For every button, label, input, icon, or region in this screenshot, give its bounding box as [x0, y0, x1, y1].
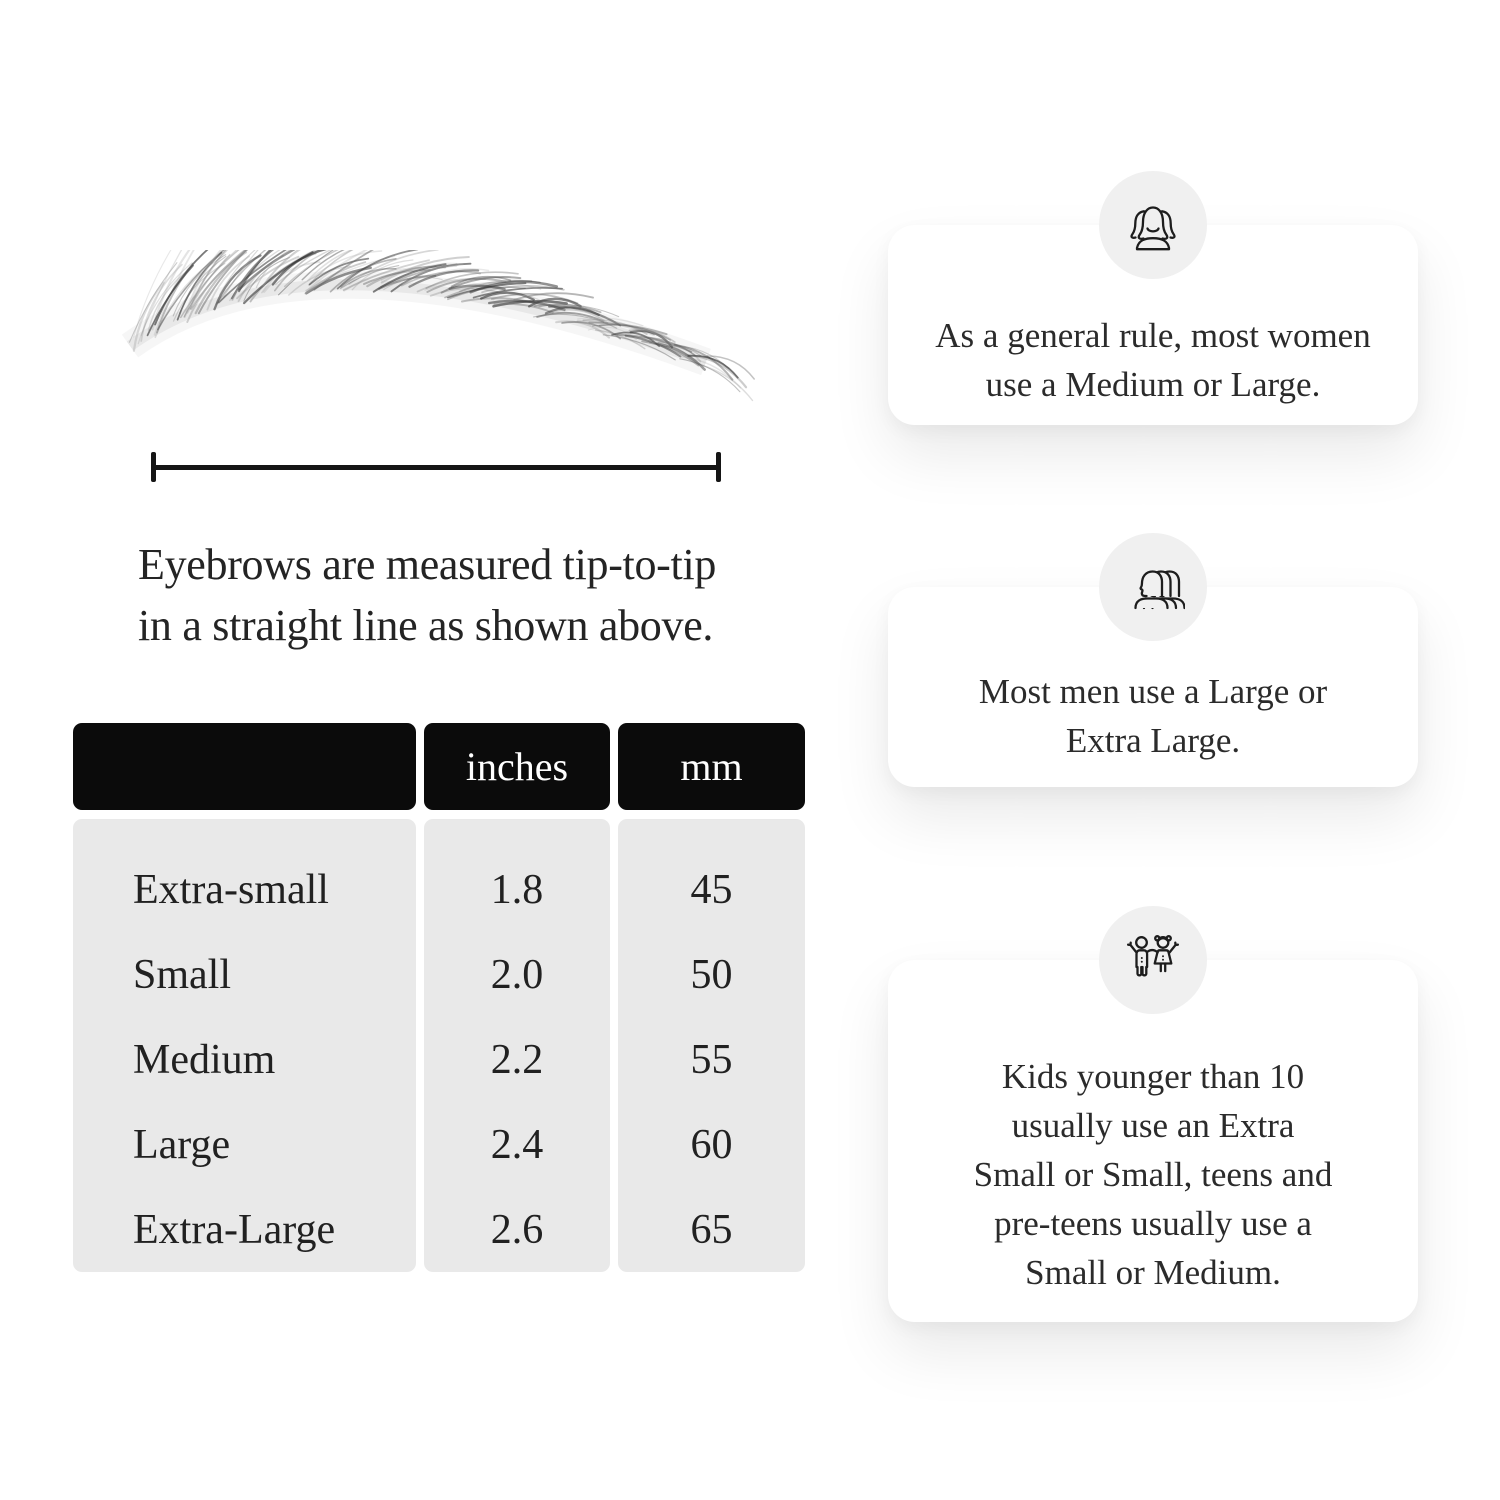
- inches-value: 2.2: [490, 1036, 544, 1083]
- card-line: usually use an Extra: [1011, 1105, 1295, 1145]
- mm-value: 45: [690, 866, 733, 913]
- header-cell-size: [73, 723, 416, 810]
- size-label: Large: [133, 1121, 231, 1168]
- card-line: use a Medium or Large.: [985, 365, 1321, 404]
- measurement-line-left-cap: [151, 452, 156, 482]
- info-card-kids: [888, 960, 1418, 1322]
- inches-value: 2.0: [490, 951, 544, 998]
- mm-column: [618, 819, 805, 1272]
- eyebrow-illustration: [116, 250, 756, 410]
- card-text-women: [888, 311, 1418, 409]
- card-line: Small or Medium.: [1025, 1252, 1281, 1292]
- size-table: [73, 723, 805, 1272]
- header-cell-mm: mm: [618, 723, 805, 810]
- women-group-icon: [1121, 193, 1185, 257]
- mm-value: 55: [690, 1036, 733, 1083]
- size-label: Small: [133, 951, 232, 998]
- men-group-icon: [1121, 555, 1185, 619]
- kids-icon: [1121, 928, 1185, 992]
- size-name-column: [73, 819, 416, 1272]
- caption-line-2: in a straight line as shown above.: [138, 601, 714, 650]
- size-table-header: [73, 723, 805, 810]
- mm-value: 50: [690, 951, 733, 998]
- size-table-body: [73, 819, 805, 1272]
- header-cell-inches: inches: [424, 723, 610, 810]
- inches-value: 2.4: [490, 1121, 544, 1168]
- size-label: Extra-Large: [133, 1206, 336, 1253]
- info-card-men: [888, 587, 1418, 787]
- measurement-line: [151, 452, 721, 482]
- icon-circle: [1099, 533, 1207, 641]
- caption-line-1: Eyebrows are measured tip-to-tip: [138, 540, 717, 589]
- card-text-men: [888, 667, 1418, 765]
- card-line: As a general rule, most women: [935, 316, 1371, 355]
- measurement-line-bar: [151, 465, 721, 470]
- inches-value: 1.8: [490, 866, 544, 913]
- card-line: Kids younger than 10: [1001, 1056, 1305, 1096]
- measurement-caption: [138, 534, 716, 656]
- size-label: Extra-small: [133, 866, 329, 913]
- inches-column: [424, 819, 610, 1272]
- card-line: Small or Small, teens and: [973, 1154, 1333, 1194]
- inches-value: 2.6: [490, 1206, 544, 1253]
- card-line: pre-teens usually use a: [994, 1203, 1312, 1243]
- mm-value: 65: [690, 1206, 733, 1253]
- card-text-kids: [888, 1052, 1418, 1297]
- card-line: Most men use a Large or: [978, 672, 1328, 711]
- card-line: Extra Large.: [1065, 721, 1241, 760]
- icon-circle: [1099, 906, 1207, 1014]
- mm-value: 60: [690, 1121, 733, 1168]
- measurement-line-right-cap: [716, 452, 721, 482]
- info-card-women: [888, 225, 1418, 425]
- size-label: Medium: [133, 1036, 276, 1083]
- icon-circle: [1099, 171, 1207, 279]
